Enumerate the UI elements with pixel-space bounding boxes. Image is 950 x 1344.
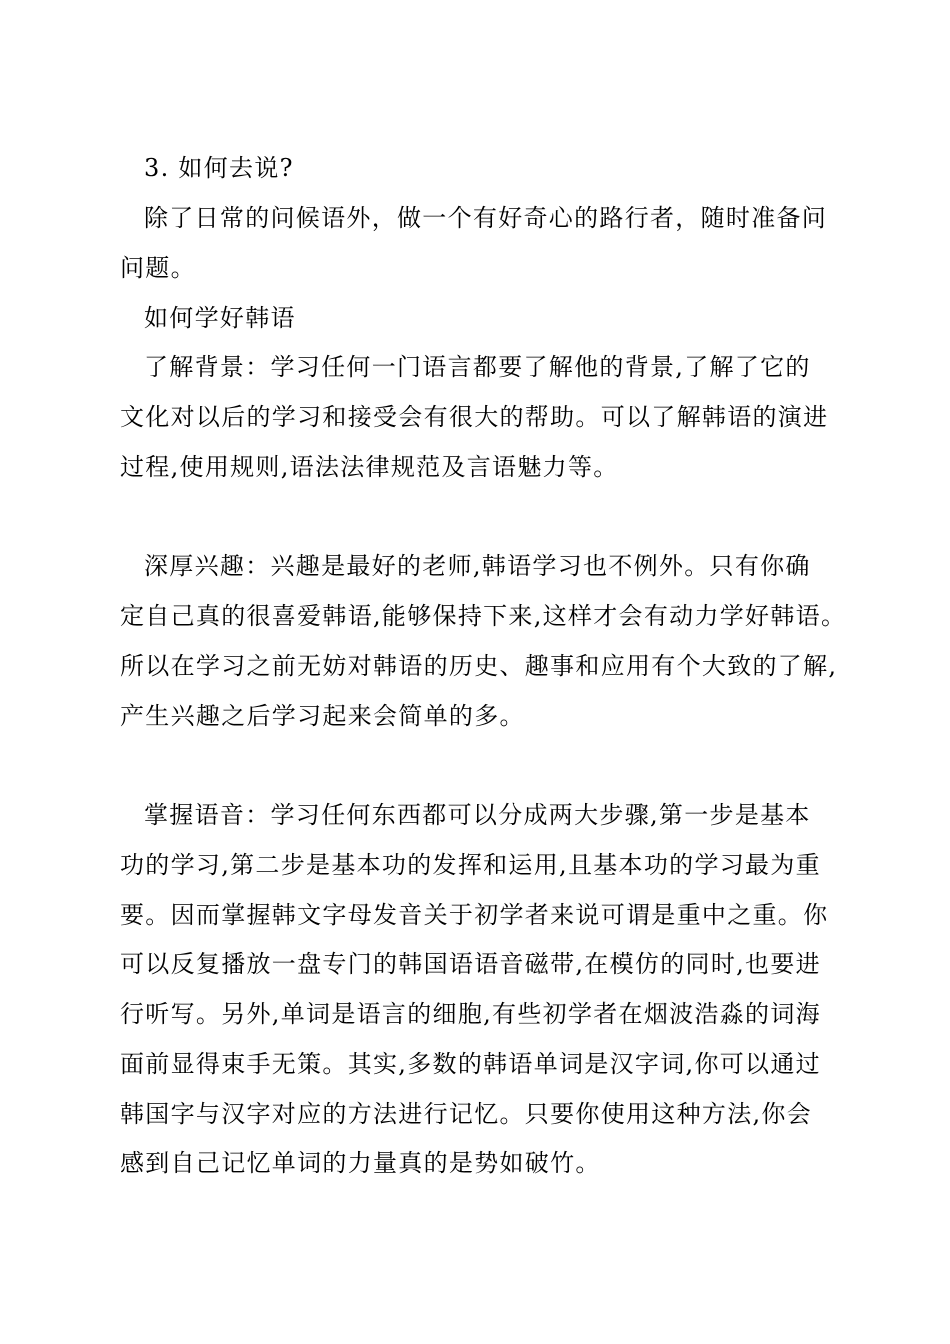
intro-line-1: 除了日常的问候语外，做一个有好奇心的路行者，随时准备问 <box>144 204 828 232</box>
pronunciation-line-3: 要。因而掌握韩文字母发音关于初学者来说可谓是重中之重。你 <box>120 901 829 929</box>
pronunciation-line-8: 感到自己记忆单词的力量真的是势如破竹。 <box>120 1149 601 1177</box>
pronunciation-line-4: 可以反复播放一盘专门的韩国语语音磁带,在模仿的同时,也要进 <box>120 950 821 978</box>
pronunciation-line-1: 掌握语音：学习任何东西都可以分成两大步骤,第一步是基本 <box>144 801 811 829</box>
background-line-3: 过程,使用规则,语法法律规范及言语魅力等。 <box>120 453 619 481</box>
interest-line-3: 所以在学习之前无妨对韩语的历史、趣事和应用有个大致的了解, <box>120 652 838 680</box>
pronunciation-line-5: 行听写。另外,单词是语言的细胞,有些初学者在烟波浩淼的词海 <box>120 1000 821 1028</box>
section-title: 如何学好韩语 <box>144 304 296 332</box>
interest-line-2: 定自己真的很喜爱韩语,能够保持下来,这样才会有动力学好韩语。 <box>120 602 847 630</box>
pronunciation-line-2: 功的学习,第二步是基本功的发挥和运用,且基本功的学习最为重 <box>120 851 821 879</box>
background-line-1: 了解背景：学习任何一门语言都要了解他的背景,了解了它的 <box>144 353 811 381</box>
pronunciation-line-6: 面前显得束手无策。其实,多数的韩语单词是汉字词,你可以通过 <box>120 1050 821 1078</box>
pronunciation-line-7: 韩国字与汉字对应的方法进行记忆。只要你使用这种方法,你会 <box>120 1100 813 1128</box>
interest-line-1: 深厚兴趣：兴趣是最好的老师,韩语学习也不例外。只有你确 <box>144 552 811 580</box>
intro-line-2: 问题。 <box>120 254 196 282</box>
background-line-2: 文化对以后的学习和接受会有很大的帮助。可以了解韩语的演进 <box>120 403 829 431</box>
heading-item: 3. 如何去说? <box>144 154 294 182</box>
interest-line-4: 产生兴趣之后学习起来会简单的多。 <box>120 702 525 730</box>
